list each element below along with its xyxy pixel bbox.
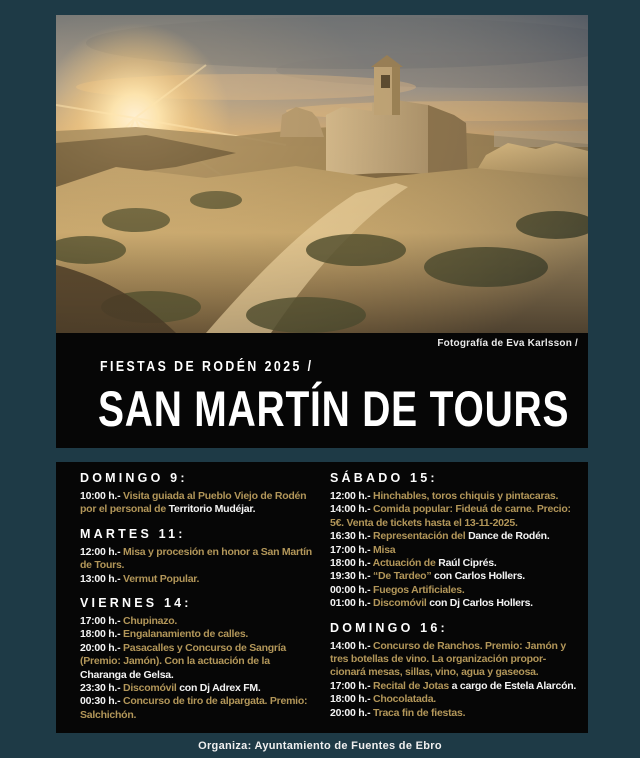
event-line xyxy=(80,642,317,682)
day-heading: VIERNES 14: xyxy=(80,596,192,611)
title-band xyxy=(56,333,588,448)
event-line xyxy=(80,546,317,573)
event-segment: Discomóvil xyxy=(120,682,180,695)
event-segment: 20:00 h.- xyxy=(80,641,121,654)
event-segment: Concurso de tiro de alpargata. Premio: Salchichón. xyxy=(80,695,308,721)
event-line xyxy=(330,693,582,706)
program-column-right xyxy=(330,471,582,720)
event-segment: Vermut Popular. xyxy=(120,572,200,585)
event-segment: Dance de Rodén. xyxy=(468,530,550,543)
event-segment: 17:00 h.- xyxy=(80,615,121,628)
event-line xyxy=(80,682,317,695)
event-line xyxy=(330,530,582,543)
event-segment: Misa y procesión en honor a San Martín de Tours. xyxy=(80,545,312,572)
castle-illustration xyxy=(56,15,588,333)
event-segment: Concurso de Ranchos. Premio: Jamón y tres botellas de vino. La organización propor- cionará mesas, sillas, vino, agua y gaseosa. xyxy=(330,639,566,679)
event-line xyxy=(330,707,582,720)
event-line xyxy=(330,557,582,570)
event-segment: Actuación de xyxy=(370,557,439,570)
event-segment: 17:00 h.- xyxy=(330,679,371,692)
title-kicker: FIESTAS DE RODÉN 2025 / xyxy=(100,358,314,375)
event-segment: Engalanamiento de calles. xyxy=(120,628,249,641)
castle-photo xyxy=(56,15,588,333)
event-segment: 20:00 h.- xyxy=(330,706,371,719)
event-segment: Raúl Ciprés. xyxy=(438,557,497,570)
warm-light-overlay xyxy=(56,15,588,333)
event-segment: 17:00 h.- xyxy=(330,543,371,556)
event-segment: Territorio Mudéjar. xyxy=(168,503,256,516)
event-segment: con Dj Carlos Hollers. xyxy=(429,597,533,610)
event-segment: Chocolatada. xyxy=(370,693,436,706)
program-column-left xyxy=(80,471,317,722)
event-line xyxy=(80,628,317,641)
event-segment: Hinchables, toros chiquis y pintacaras. xyxy=(370,490,559,502)
event-segment: Traca fin de fiestas. xyxy=(370,706,466,719)
event-segment: Fuegos Artificiales. xyxy=(370,583,465,596)
event-segment: Representación del xyxy=(370,530,469,543)
organizer-text: Organiza: Ayuntamiento de Fuentes de Ebro xyxy=(198,739,442,752)
day-heading: SÁBADO 15: xyxy=(330,471,438,485)
event-segment: con Carlos Hollers. xyxy=(434,570,525,583)
event-line xyxy=(330,597,582,610)
event-segment: 14:00 h.- xyxy=(330,639,371,652)
footer xyxy=(0,733,640,758)
event-segment: Visita guiada al Pueblo Viejo de Rodén por el personal de xyxy=(80,490,307,516)
event-segment: 00:00 h.- xyxy=(330,583,371,596)
page-title: SAN MARTÍN DE TOURS xyxy=(98,381,570,437)
photo-credit: Fotografía de Eva Karlsson / xyxy=(437,338,578,349)
event-line xyxy=(330,544,582,557)
event-line xyxy=(80,573,317,586)
program-panel xyxy=(56,462,588,733)
event-line xyxy=(80,615,317,628)
event-segment: “De Tardeo” xyxy=(370,570,435,583)
event-segment: Discomóvil xyxy=(370,597,430,610)
event-segment: 10:00 h.- xyxy=(80,490,121,502)
event-line xyxy=(330,570,582,583)
event-line xyxy=(80,695,317,722)
event-segment: 16:30 h.- xyxy=(330,530,371,543)
event-segment: 00:30 h.- xyxy=(80,695,121,708)
event-segment: a cargo de Estela Alarcón. xyxy=(451,679,577,692)
event-segment: 12:00 h.- xyxy=(330,490,371,502)
event-segment: 14:00 h.- xyxy=(330,503,371,516)
event-segment: 18:00 h.- xyxy=(330,693,371,706)
event-line xyxy=(330,640,582,680)
event-segment: 18:00 h.- xyxy=(80,628,121,641)
day-heading: DOMINGO 9: xyxy=(80,471,188,485)
event-segment: Pasacalles y Concurso de Sangría (Premio: Jamón). Con la actuación de la xyxy=(80,641,287,668)
event-segment: con Dj Adrex FM. xyxy=(179,682,261,695)
event-segment: 13:00 h.- xyxy=(80,572,121,585)
event-line xyxy=(330,490,582,503)
event-segment: 19:30 h.- xyxy=(330,570,371,583)
day-heading: DOMINGO 16: xyxy=(330,620,448,635)
event-line xyxy=(80,490,317,517)
event-line xyxy=(330,680,582,693)
event-segment: Chupinazo. xyxy=(120,615,178,628)
event-segment: 01:00 h.- xyxy=(330,597,371,610)
event-segment: Misa xyxy=(370,543,396,556)
event-segment: 23:30 h.- xyxy=(80,682,121,695)
event-segment: Recital de Jotas xyxy=(370,679,452,692)
event-line xyxy=(330,503,582,530)
event-segment: 18:00 h.- xyxy=(330,557,371,570)
day-heading: MARTES 11: xyxy=(80,526,186,541)
event-line xyxy=(330,584,582,597)
event-segment: Charanga de Gelsa. xyxy=(80,668,174,681)
event-segment: Comida popular: Fideuá de carne. Precio: 5€. Venta de tickets hasta el 13-11-2025. xyxy=(330,503,571,529)
event-segment: 12:00 h.- xyxy=(80,545,121,558)
